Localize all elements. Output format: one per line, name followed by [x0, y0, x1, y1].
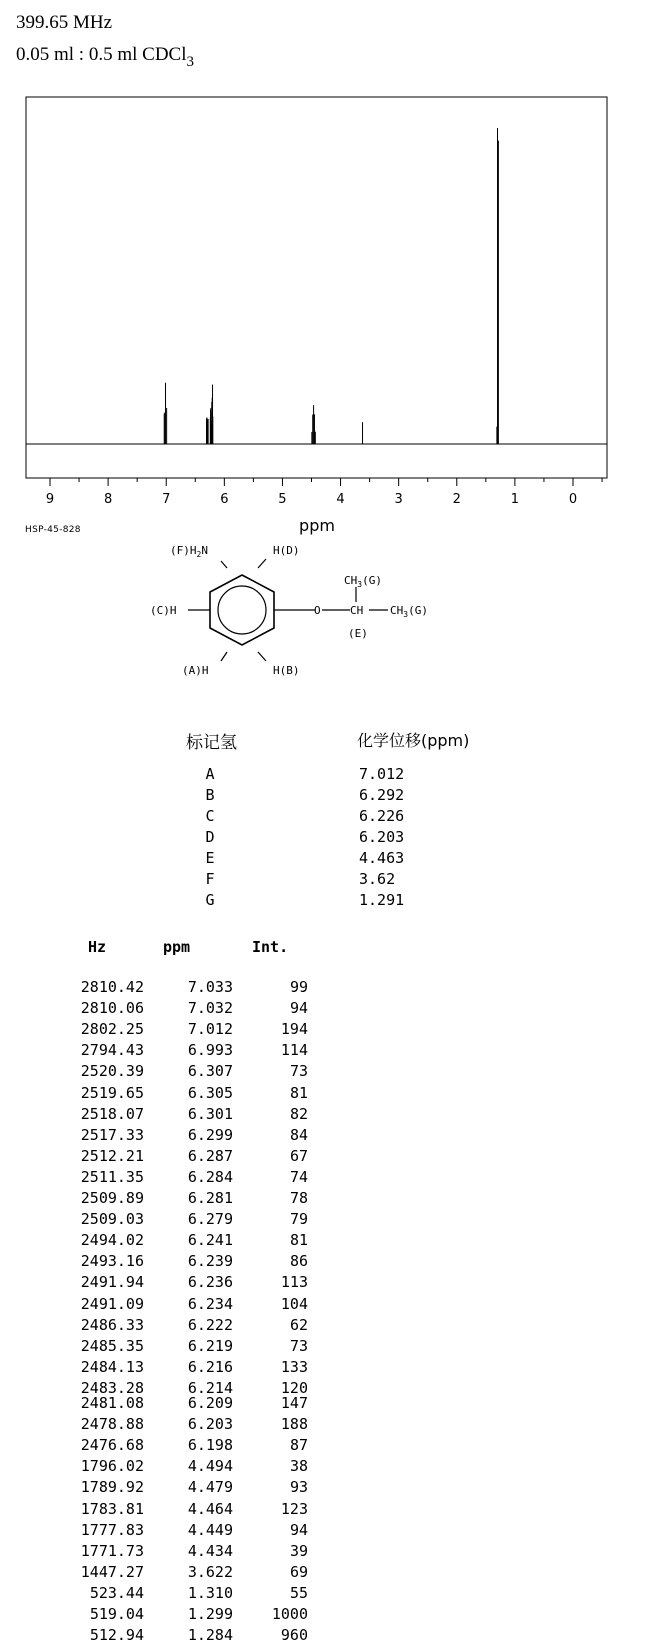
peak-hz: 1771.73 [80, 1541, 144, 1560]
peak-ppm: 6.219 [187, 1336, 233, 1355]
assignment-header-shift: 化学位移(ppm) [357, 731, 470, 750]
peak-hz: 2511.35 [80, 1167, 144, 1186]
peak-ppm: 4.434 [187, 1541, 233, 1560]
peak-hz: 2520.39 [80, 1062, 144, 1081]
assignment-label: F [205, 870, 215, 888]
peak-header-hz: Hz [88, 938, 107, 956]
peak-hz: 2810.06 [80, 999, 144, 1018]
assignment-shift: 6.203 [359, 828, 405, 846]
peak-ppm: 6.287 [187, 1146, 233, 1165]
peak-hz: 1447.27 [80, 1562, 144, 1581]
peak-hz: 523.44 [89, 1583, 144, 1602]
assignment-label: A [205, 765, 215, 783]
peak-int: 94 [289, 999, 308, 1018]
peak-ppm: 7.033 [187, 978, 233, 996]
label-ch: CH [350, 604, 364, 617]
peak-ppm: 6.209 [187, 1394, 233, 1412]
peak-int: 73 [289, 1062, 308, 1081]
peak-int: 93 [289, 1478, 308, 1497]
peak-int: 133 [280, 1357, 308, 1376]
peak-int: 960 [280, 1626, 308, 1644]
peak-hz: 2494.02 [80, 1231, 144, 1250]
peak-ppm: 6.284 [187, 1167, 233, 1186]
peak-hz: 2802.25 [80, 1020, 144, 1039]
peak-ppm: 3.622 [187, 1562, 233, 1581]
peak-ppm: 4.479 [187, 1478, 233, 1497]
peak-hz: 2794.43 [80, 1041, 144, 1060]
x-tick-label: 5 [278, 492, 287, 507]
peak-ppm: 6.299 [187, 1125, 233, 1144]
assignment-label: D [205, 828, 215, 846]
assignment-header-label: 标记氢 [186, 733, 237, 753]
peak-ppm: 1.299 [187, 1605, 233, 1623]
peak-int: 79 [289, 1210, 308, 1229]
peak-int: 114 [280, 1041, 308, 1060]
x-tick-label: 4 [336, 492, 345, 507]
x-tick-label: 8 [103, 492, 113, 507]
peak-lines [164, 128, 498, 444]
peak-int: 55 [289, 1583, 308, 1602]
label-e: (E) [348, 627, 368, 640]
peak-hz: 2810.42 [80, 978, 144, 996]
peak-int: 39 [289, 1541, 308, 1560]
peak-hz: 1796.02 [80, 1457, 144, 1476]
peak-int: 78 [289, 1189, 308, 1207]
peak-int: 69 [289, 1562, 308, 1581]
peak-hz: 1783.81 [80, 1499, 144, 1518]
peak-ppm: 4.449 [187, 1520, 233, 1539]
peak-hz: 2486.33 [80, 1315, 144, 1334]
peak-hz: 2483.28 [80, 1378, 144, 1397]
label-f-nh2: $(F)H_2N$ [170, 544, 208, 559]
peak-header-int: Int. [252, 938, 289, 956]
assignment-shift: 7.012 [359, 765, 405, 783]
peak-ppm: 6.305 [187, 1083, 233, 1102]
assignment-shift: 4.463 [359, 849, 405, 867]
peak-hz: 2484.13 [80, 1357, 144, 1376]
x-axis-tick-labels [46, 492, 577, 507]
peak-int: 113 [280, 1273, 308, 1292]
plot-frame [26, 97, 607, 478]
peak-hz: 2493.16 [80, 1252, 144, 1271]
assignment-shift: 6.292 [359, 786, 405, 804]
peak-int: 67 [289, 1146, 308, 1165]
x-axis-label: ppm [299, 516, 335, 535]
assignment-label: E [205, 849, 215, 867]
peak-ppm: 6.281 [187, 1189, 233, 1207]
peak-ppm: 6.236 [187, 1273, 233, 1292]
peak-int: 74 [289, 1167, 308, 1186]
peak-hz: 2512.21 [80, 1146, 144, 1165]
peak-hz: 2485.35 [80, 1336, 144, 1355]
peak-ppm: 6.234 [187, 1294, 233, 1313]
peak-ppm: 4.464 [187, 1499, 233, 1518]
peak-int: 147 [280, 1394, 308, 1412]
peak-hz: 512.94 [89, 1626, 144, 1644]
label-ch3-right: $CH_3(G)$ [390, 604, 428, 619]
x-tick-label: 3 [394, 492, 403, 507]
peak-hz: 1777.83 [80, 1520, 144, 1539]
peak-hz: 2478.88 [80, 1415, 144, 1434]
label-hc: (C)H [150, 604, 177, 617]
x-tick-label: 9 [45, 492, 55, 507]
nmr-spectrum-chart [0, 0, 652, 540]
peak-hz: 1789.92 [80, 1478, 144, 1497]
x-tick-label: 0 [568, 492, 578, 507]
peak-int: 73 [289, 1336, 308, 1355]
peak-int: 81 [289, 1083, 308, 1102]
peak-ppm: 6.993 [187, 1041, 233, 1060]
peak-ppm: 6.301 [187, 1104, 233, 1123]
peak-header-ppm: ppm [163, 938, 191, 956]
assignment-shift: 6.226 [359, 807, 405, 825]
peak-int: 194 [280, 1020, 308, 1039]
peak-ppm: 7.032 [187, 999, 233, 1018]
peak-hz: 2517.33 [80, 1125, 144, 1144]
peak-hz: 2476.68 [80, 1436, 144, 1455]
peak-ppm: 6.279 [187, 1210, 233, 1229]
peak-hz: 2481.08 [80, 1394, 144, 1412]
label-ch3-top: $CH_3(G)$ [344, 574, 382, 589]
peak-int: 87 [289, 1436, 308, 1455]
peak-int: 99 [289, 978, 308, 996]
peak-ppm: 6.216 [187, 1357, 233, 1376]
benzene-ring [210, 575, 274, 645]
peak-ppm: 6.214 [187, 1378, 233, 1397]
spectrum-code: HSP-45-828 [25, 525, 81, 535]
peak-ppm: 6.239 [187, 1252, 233, 1271]
peak-int: 81 [289, 1231, 308, 1250]
peak-int: 38 [289, 1457, 308, 1476]
peak-ppm: 1.310 [187, 1583, 233, 1602]
peak-int: 1000 [271, 1605, 308, 1623]
assignment-shift: 1.291 [359, 891, 405, 909]
peak-int: 84 [289, 1125, 308, 1144]
assignment-label: C [205, 807, 215, 825]
peak-int: 188 [280, 1415, 308, 1434]
peak-int: 82 [289, 1104, 308, 1123]
x-axis-ticks [50, 478, 602, 486]
peak-ppm: 6.198 [187, 1436, 233, 1455]
assignment-shift: 3.62 [359, 870, 396, 888]
assignment-label: B [205, 786, 215, 804]
label-hd: H(D) [273, 544, 300, 557]
x-tick-label: 1 [510, 492, 520, 507]
x-tick-label: 6 [220, 492, 229, 507]
peak-ppm: 7.012 [187, 1020, 233, 1039]
peak-int: 62 [289, 1315, 308, 1334]
peak-int: 94 [289, 1520, 308, 1539]
peak-hz: 2491.09 [80, 1294, 144, 1313]
peak-int: 104 [280, 1294, 308, 1313]
peak-ppm: 6.241 [187, 1231, 233, 1250]
peak-hz: 2491.94 [80, 1273, 144, 1292]
solvent-text: 0.05 ml : 0.5 ml CDCl [16, 44, 187, 65]
peak-hz: 2509.89 [80, 1189, 144, 1207]
peak-ppm: 1.284 [187, 1626, 233, 1644]
label-hb: H(B) [273, 664, 300, 677]
x-tick-label: 7 [162, 492, 171, 507]
peak-ppm: 4.494 [187, 1457, 233, 1476]
peak-int: 123 [280, 1499, 308, 1518]
assignment-label: G [205, 891, 215, 909]
peak-int: 120 [280, 1378, 308, 1397]
peak-hz: 2519.65 [80, 1083, 144, 1102]
molecule-structure [150, 544, 450, 710]
spectrometer-frequency: 399.65 MHz [16, 12, 113, 33]
solvent-subscript: 3 [186, 54, 194, 70]
peak-hz: 2518.07 [80, 1104, 144, 1123]
peak-int: 86 [289, 1252, 308, 1271]
label-ha: (A)H [182, 664, 209, 677]
peak-hz: 2509.03 [80, 1210, 144, 1229]
peak-ppm: 6.307 [187, 1062, 233, 1081]
peak-ppm: 6.222 [187, 1315, 233, 1334]
peak-ppm: 6.203 [187, 1415, 233, 1434]
label-oxygen: O [314, 604, 321, 617]
peak-hz: 519.04 [89, 1605, 144, 1623]
x-tick-label: 2 [452, 492, 461, 507]
